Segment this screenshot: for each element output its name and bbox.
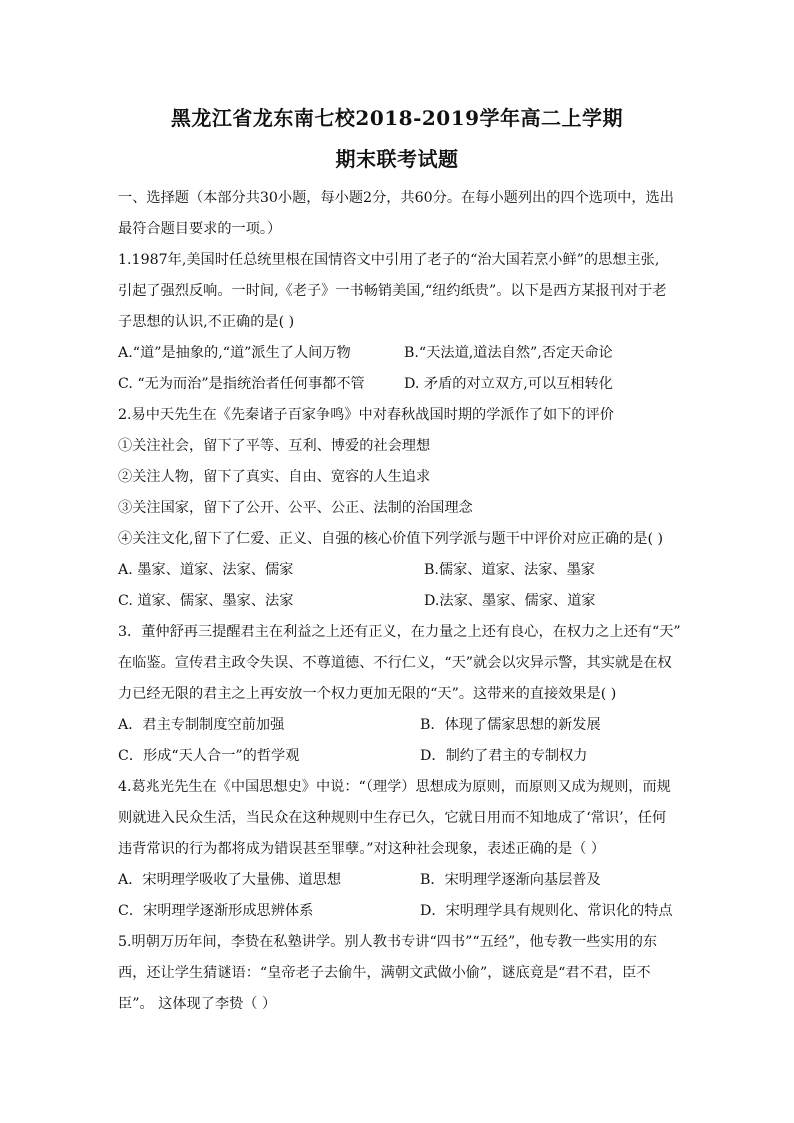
option-b: B．体现了儒家思想的新发展: [420, 717, 601, 733]
exam-title: 黑龙江省龙东南七校2018-2019学年高二上学期: [170, 106, 624, 130]
question-5-stem: 臣”。 这体现了李贽（ ）: [118, 996, 277, 1012]
option-c: C．形成“天人合一”的哲学观: [118, 748, 300, 764]
question-4-stem: 4.葛兆光先生在《中国思想史》中说：“（理学）思想成为原则，而原则又成为规则，而规: [118, 779, 671, 795]
question-3-stem: 在临鉴。宣传君主政令失误、不尊道德、不行仁义，“天”就会以灾异示警，其实就是在权: [118, 655, 672, 671]
option-d: D．制约了君主的专制权力: [420, 748, 588, 764]
question-3-options-row: [118, 746, 698, 766]
question-5-stem: 西，还让学生猜谜语：“皇帝老子去偷牛，满朝文武做小偷”，谜底竟是“君不君，臣不: [118, 965, 651, 981]
question-5-stem: 5.明朝万历年间，李贽在私塾讲学。别人教书专讲“四书”“五经”，他专教一些实用的东: [118, 934, 658, 950]
question-1-options-row: [118, 343, 698, 363]
question-4-stem: 违背常识的行为都将成为错误甚至罪孽。”对这种社会现象，表述正确的是（ ）: [118, 841, 606, 857]
option-b: B．宋明理学逐渐向基层普及: [420, 872, 601, 888]
section-instructions: 一、选择题（本部分共30小题，每小题2分，共60分。在每小题列出的四个选项中，选出: [118, 190, 674, 206]
option-c: C．宋明理学逐渐形成思辨体系: [118, 903, 314, 919]
question-2-options-row: [118, 560, 698, 580]
option-a: A．宋明理学吸收了大量佛、道思想: [118, 872, 342, 888]
option-d: D．宋明理学具有规则化、常识化的特点: [420, 903, 673, 919]
option-c: C. 道家、儒家、墨家、法家: [118, 593, 294, 609]
option-a: A. 墨家、道家、法家、儒家: [118, 562, 294, 578]
option-b: B.儒家、道家、法家、墨家: [424, 562, 595, 578]
option-a: A．君主专制制度空前加强: [118, 717, 285, 733]
question-4-options-row: [118, 901, 698, 921]
question-2-options-row: [118, 591, 698, 611]
option-d: D. 矛盾的对立双方,可以互相转化: [404, 376, 613, 392]
question-2-item: ④关注文化,留下了仁爱、正义、自强的核心价值下列学派与题干中评价对应正确的是( ): [118, 531, 664, 547]
question-3-options-row: [118, 715, 698, 735]
question-3-stem: 力已经无限的君主之上再安放一个权力更加无限的“天”。这带来的直接效果是( ): [118, 686, 617, 702]
question-1-stem: 子思想的认识,不正确的是( ): [118, 314, 295, 330]
question-2-item: ②关注人物，留下了真实、自由、宽容的人生追求: [118, 469, 431, 485]
question-1-stem: 引起了强烈反响。一时间,《老子》一书畅销美国,“纽约纸贵”。以下是西方某报刊对于老: [118, 283, 667, 299]
question-1-stem: 1.1987年,美国时任总统里根在国情咨文中引用了老子的“治大国若烹小鲜”的思想主张,: [118, 252, 660, 268]
section-instructions: 最符合题目要求的一项。）: [118, 221, 282, 237]
question-3-stem: 3．董仲舒再三提醒君主在利益之上还有正义，在力量之上还有良心，在权力之上还有“天”: [118, 624, 681, 640]
question-2-item: ③关注国家，留下了公开、公平、公正、法制的治国理念: [118, 500, 473, 516]
question-2-item: ①关注社会，留下了平等、互利、博爱的社会理想: [118, 438, 431, 454]
option-b: B.“天法道,道法自然”,否定天命论: [404, 345, 613, 361]
question-4-options-row: [118, 870, 698, 890]
exam-subtitle: 期末联考试题: [335, 147, 459, 171]
question-2-stem: 2.易中天先生在《先秦诸子百家争鸣》中对春秋战国时期的学派作了如下的评价: [118, 407, 614, 423]
question-1-options-row: [118, 374, 698, 394]
question-4-stem: 则就进入民众生活，当民众在这种规则中生存已久，它就日用而不知地成了‘常识’，任何: [118, 810, 667, 826]
option-a: A.“道”是抽象的,“道”派生了人间万物: [118, 345, 351, 361]
option-c: C. “无为而治”是指统治者任何事都不管: [118, 376, 365, 392]
option-d: D.法家、墨家、儒家、道家: [424, 593, 596, 609]
